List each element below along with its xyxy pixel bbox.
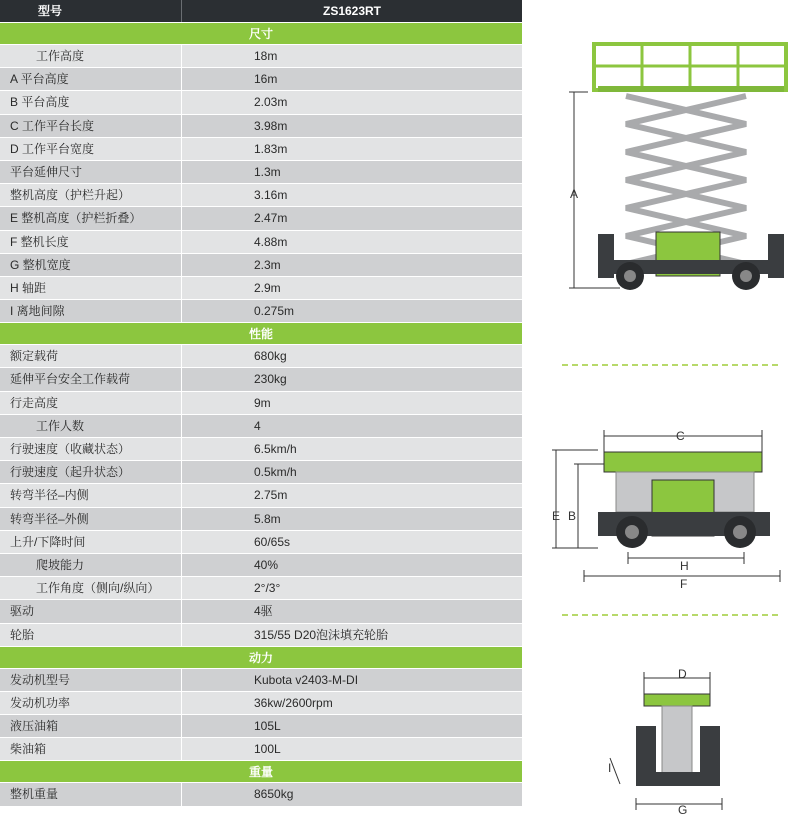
separator [562, 364, 778, 366]
table-header [0, 0, 522, 22]
spec-value: 2.3m [181, 254, 522, 276]
spec-name: 行驶速度（收藏状态） [10, 442, 131, 456]
dim-label-d: D [678, 667, 687, 681]
table-row [0, 253, 522, 276]
table-row [0, 137, 522, 160]
table-row [0, 737, 522, 760]
spec-value: 230kg [181, 368, 522, 390]
spec-name: F 整机长度 [10, 234, 69, 249]
table-row [0, 668, 522, 691]
spec-value: 105L [181, 715, 522, 737]
spec-name: 发动机功率 [10, 695, 71, 710]
lift-front-diagram [600, 664, 740, 820]
spec-value: 3.98m [181, 115, 522, 137]
table-row [0, 367, 522, 390]
spec-value: 1.3m [181, 161, 522, 183]
spec-name: B 平台高度 [10, 95, 70, 110]
spec-value: 1.83m [181, 138, 522, 160]
table-row [0, 437, 522, 460]
spec-name: 上升/下降时间 [10, 534, 86, 549]
spec-name: 转弯半径–内侧 [10, 488, 89, 503]
spec-value: 6.5km/h [181, 438, 522, 460]
table-row [0, 206, 522, 229]
spec-name: 工作高度 [36, 49, 85, 63]
spec-name: A 平台高度 [10, 72, 69, 87]
table-row [0, 530, 522, 553]
table-row [0, 507, 522, 530]
section-title: 重量 [0, 760, 522, 782]
spec-name: 整机重量 [10, 787, 59, 802]
spec-name: 整机高度（护栏升起） [10, 188, 131, 203]
table-row [0, 460, 522, 483]
table-row [0, 230, 522, 253]
spec-value: 60/65s [181, 531, 522, 553]
table-row [0, 691, 522, 714]
model-value: ZS1623RT [181, 0, 522, 22]
spec-value: 2.03m [181, 91, 522, 113]
section-title: 尺寸 [0, 22, 522, 44]
spec-name: E 整机高度（护栏折叠） [10, 211, 142, 226]
spec-value: 0.5km/h [181, 461, 522, 483]
spec-value: 9m [181, 392, 522, 414]
table-row [0, 599, 522, 622]
dim-label-g: G [678, 803, 688, 817]
table-row [0, 344, 522, 367]
table-row [0, 299, 522, 322]
spec-name: 工作角度（侧向/纵向） [36, 581, 160, 596]
table-row [0, 67, 522, 90]
spec-value: 100L [181, 738, 522, 760]
dim-label-e: E [552, 509, 561, 523]
table-row [0, 44, 522, 67]
spec-name: 爬坡能力 [36, 557, 85, 572]
spec-name: 行走高度 [10, 395, 59, 410]
dim-label-f: F [680, 577, 688, 591]
spec-value: 315/55 D20泡沫填充轮胎 [181, 624, 522, 646]
spec-value: 0.275m [181, 300, 522, 322]
lift-stowed-diagram [548, 424, 792, 596]
spec-name: D 工作平台宽度 [10, 141, 95, 156]
dim-label-h: H [680, 559, 689, 573]
table-row [0, 714, 522, 737]
model-label: 型号 [38, 4, 63, 18]
spec-value: 2°/3° [181, 577, 522, 599]
spec-name: 额定载荷 [10, 349, 59, 364]
table-row [0, 483, 522, 506]
spec-value: 3.16m [181, 184, 522, 206]
table-row [0, 276, 522, 299]
spec-value: 680kg [181, 345, 522, 367]
spec-name: 驱动 [10, 604, 35, 619]
spec-name: 行驶速度（起升状态） [10, 465, 131, 480]
spec-value: 5.8m [181, 508, 522, 530]
spec-name: 转弯半径–外侧 [10, 511, 89, 526]
table-row [0, 782, 522, 805]
table-row [0, 553, 522, 576]
spec-name: 延伸平台安全工作载荷 [10, 372, 131, 387]
dim-label-b: B [568, 509, 577, 523]
spec-value: 36kw/2600rpm [181, 692, 522, 714]
table-row [0, 90, 522, 113]
spec-value: 8650kg [181, 783, 522, 805]
table-body [0, 22, 522, 806]
spec-name: 工作人数 [36, 418, 85, 433]
table-row [0, 576, 522, 599]
spec-value: 40% [181, 554, 522, 576]
dim-label-a: A [570, 187, 579, 201]
spec-value: 2.47m [181, 207, 522, 229]
spec-name: 平台延伸尺寸 [10, 164, 83, 179]
section-title: 动力 [0, 646, 522, 668]
spec-value: 16m [181, 68, 522, 90]
section-title: 性能 [0, 322, 522, 344]
spec-value: Kubota v2403-M-DI [181, 669, 522, 691]
table-row [0, 391, 522, 414]
table-row [0, 623, 522, 646]
spec-name: 柴油箱 [10, 742, 47, 757]
spec-value: 4驱 [181, 600, 522, 622]
table-row [0, 160, 522, 183]
table-row [0, 183, 522, 206]
dim-label-c: C [676, 429, 685, 443]
spec-name: 液压油箱 [10, 719, 59, 734]
spec-value: 2.9m [181, 277, 522, 299]
spec-name: 轮胎 [10, 627, 35, 642]
table-row [0, 414, 522, 437]
spec-name: G 整机宽度 [10, 257, 71, 272]
spec-value: 4.88m [181, 231, 522, 253]
spec-value: 18m [181, 45, 522, 67]
dim-label-i: I [608, 761, 612, 775]
spec-value: 2.75m [181, 484, 522, 506]
spec-name: C 工作平台长度 [10, 118, 95, 133]
spec-name: H 轴距 [10, 280, 47, 295]
lift-raised-diagram [560, 36, 790, 296]
spec-value: 4 [181, 415, 522, 437]
separator [562, 614, 778, 616]
spec-name: I 离地间隙 [10, 304, 65, 319]
spec-name: 发动机型号 [10, 672, 71, 687]
table-row [0, 114, 522, 137]
